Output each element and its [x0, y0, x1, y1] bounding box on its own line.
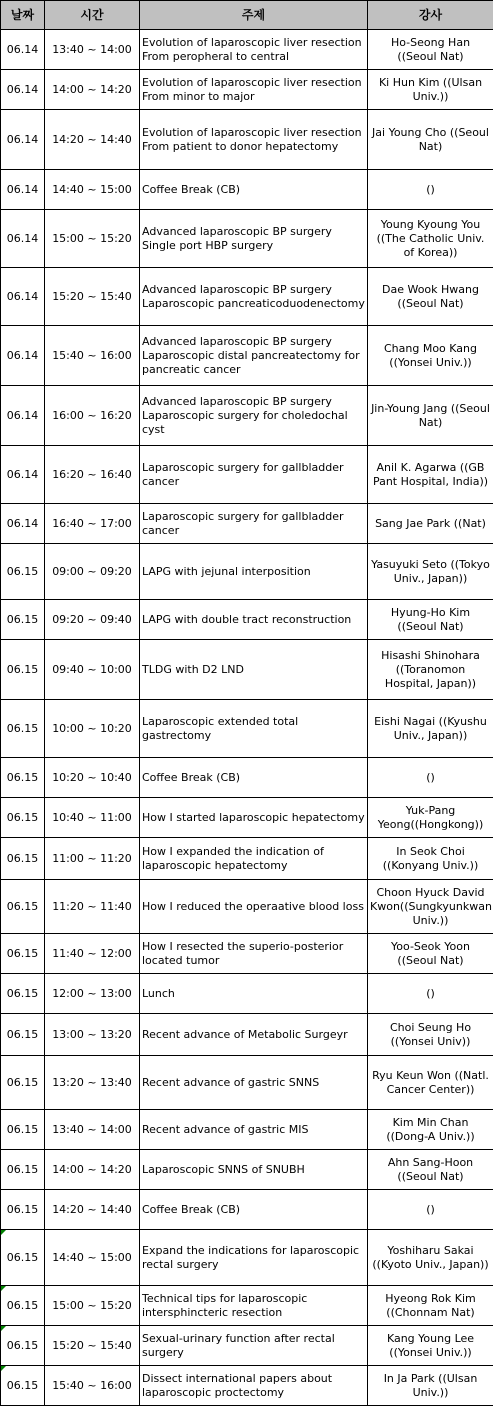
topic-cell-text: Evolution of laparoscopic liver resection From peropheral to central: [142, 36, 362, 63]
topic-cell: [140, 700, 368, 758]
time-cell: [45, 30, 140, 70]
speaker-cell: [368, 268, 493, 326]
date-cell: [1, 700, 45, 758]
topic-cell-text: Evolution of laparoscopic liver resection From minor to major: [142, 76, 362, 103]
time-cell: [45, 326, 140, 386]
speaker-cell: [368, 1110, 493, 1150]
speaker-cell-text: Yoshiharu Sakai ((Kyoto Univ., Japan)): [372, 1244, 488, 1271]
time-cell-text: 14:00 ~ 14:20: [52, 1163, 132, 1176]
topic-cell: [140, 640, 368, 700]
topic-cell-text: Coffee Break (CB): [142, 771, 240, 784]
speaker-cell: [368, 700, 493, 758]
date-cell-text: 06.14: [7, 409, 39, 422]
table-row: [1, 700, 493, 758]
date-cell: [1, 640, 45, 700]
date-cell-text: 06.14: [7, 232, 39, 245]
date-cell: [1, 1150, 45, 1190]
date-cell-text: 06.14: [7, 517, 39, 530]
date-cell-text: 06.15: [7, 771, 39, 784]
topic-cell: [140, 326, 368, 386]
topic-cell-text: TLDG with D2 LND: [142, 663, 244, 676]
time-cell: [45, 268, 140, 326]
table-row: [1, 170, 493, 210]
date-cell-text: 06.14: [7, 349, 39, 362]
topic-cell-text: Lunch: [142, 987, 175, 1000]
table-row: [1, 758, 493, 798]
header-time: 시간: [45, 1, 140, 30]
table-row: [1, 544, 493, 600]
time-cell-text: 14:20 ~ 14:40: [52, 1203, 132, 1216]
time-cell-text: 13:40 ~ 14:00: [52, 43, 132, 56]
topic-cell-text: Advanced laparoscopic BP surgery Single port HBP surgery: [142, 225, 332, 252]
date-cell-text: 06.15: [7, 722, 39, 735]
table-row: [1, 386, 493, 446]
date-cell-text: 06.15: [7, 1028, 39, 1041]
date-cell: [1, 1014, 45, 1056]
date-cell-text: 06.15: [7, 1379, 39, 1392]
topic-cell-text: Coffee Break (CB): [142, 1203, 240, 1216]
topic-cell-text: How I started laparoscopic hepatectomy: [142, 811, 365, 824]
date-cell: [1, 268, 45, 326]
speaker-cell: [368, 386, 493, 446]
speaker-cell-text: Yoo-Seok Yoon ((Seoul Nat): [391, 940, 470, 967]
date-cell-text: 06.14: [7, 183, 39, 196]
table-row: [1, 1326, 493, 1366]
speaker-cell-text: Jin-Young Jang ((Seoul Nat): [371, 402, 490, 429]
topic-cell: [140, 504, 368, 544]
speaker-cell: [368, 1056, 493, 1110]
topic-cell: [140, 1056, 368, 1110]
topic-cell: [140, 1190, 368, 1230]
date-cell: [1, 1366, 45, 1406]
date-cell: [1, 110, 45, 170]
speaker-cell: [368, 1150, 493, 1190]
date-cell-text: 06.15: [7, 1123, 39, 1136]
speaker-cell-text: Yuk-Pang Yeong((Hongkong)): [378, 804, 484, 831]
topic-cell-text: Expand the indications for laparoscopic rectal surgery: [142, 1244, 359, 1271]
topic-cell-text: Laparoscopic extended total gastrectomy: [142, 715, 298, 742]
topic-cell: [140, 758, 368, 798]
speaker-cell-text: Yasuyuki Seto ((Tokyo Univ., Japan)): [371, 558, 490, 585]
speaker-cell: [368, 838, 493, 880]
time-cell-text: 14:20 ~ 14:40: [52, 133, 132, 146]
date-cell-text: 06.15: [7, 852, 39, 865]
speaker-cell: [368, 110, 493, 170]
topic-cell-text: Sexual-urinary function after rectal surgery: [142, 1332, 335, 1359]
time-cell: [45, 170, 140, 210]
topic-cell-text: Evolution of laparoscopic liver resection From patient to donor hepatectomy: [142, 126, 362, 153]
time-cell: [45, 700, 140, 758]
table-row: [1, 1150, 493, 1190]
header-topic: 주제: [140, 1, 368, 30]
speaker-cell: [368, 446, 493, 504]
cell-comment-marker: [1, 1326, 6, 1331]
speaker-cell: [368, 880, 493, 934]
speaker-cell: [368, 1014, 493, 1056]
speaker-cell: [368, 600, 493, 640]
time-cell: [45, 1110, 140, 1150]
date-cell-text: 06.14: [7, 83, 39, 96]
time-cell: [45, 1014, 140, 1056]
time-cell-text: 09:00 ~ 09:20: [52, 565, 132, 578]
topic-cell: [140, 70, 368, 110]
time-cell-text: 14:40 ~ 15:00: [52, 183, 132, 196]
date-cell: [1, 798, 45, 838]
topic-cell-text: How I resected the superio-posterior located tumor: [142, 940, 343, 967]
topic-cell: [140, 798, 368, 838]
time-cell-text: 12:00 ~ 13:00: [52, 987, 132, 1000]
speaker-cell: [368, 544, 493, 600]
time-cell-text: 13:00 ~ 13:20: [52, 1028, 132, 1041]
topic-cell-text: Dissect international papers about laparoscopic proctectomy: [142, 1372, 332, 1399]
topic-cell-text: Laparoscopic surgery for gallbladder cancer: [142, 461, 344, 488]
speaker-cell-text: (): [426, 183, 435, 196]
speaker-cell: [368, 798, 493, 838]
time-cell: [45, 446, 140, 504]
topic-cell: [140, 30, 368, 70]
header-speaker: 강사: [368, 1, 493, 30]
date-cell: [1, 210, 45, 268]
header-row: [1, 1, 493, 30]
speaker-cell: [368, 1286, 493, 1326]
time-cell: [45, 974, 140, 1014]
topic-cell-text: Laparoscopic SNNS of SNUBH: [142, 1163, 305, 1176]
date-cell-text: 06.15: [7, 1203, 39, 1216]
speaker-cell: [368, 70, 493, 110]
time-cell-text: 14:40 ~ 15:00: [52, 1251, 132, 1264]
topic-cell-text: Recent advance of gastric SNNS: [142, 1076, 319, 1089]
time-cell: [45, 798, 140, 838]
date-cell-text: 06.14: [7, 133, 39, 146]
date-cell: [1, 1326, 45, 1366]
time-cell: [45, 758, 140, 798]
time-cell-text: 11:40 ~ 12:00: [52, 947, 132, 960]
time-cell: [45, 544, 140, 600]
table-row: [1, 1190, 493, 1230]
speaker-cell-text: Ki Hun Kim ((Ulsan Univ.)): [379, 76, 482, 103]
time-cell-text: 09:40 ~ 10:00: [52, 663, 132, 676]
topic-cell: [140, 446, 368, 504]
time-cell: [45, 934, 140, 974]
date-cell: [1, 1230, 45, 1286]
speaker-cell-text: Anil K. Agarwa ((GB Pant Hospital, India)): [373, 461, 488, 488]
table-row: [1, 210, 493, 268]
topic-cell: [140, 1230, 368, 1286]
table-row: [1, 70, 493, 110]
date-cell-text: 06.15: [7, 1251, 39, 1264]
table-row: [1, 504, 493, 544]
time-cell-text: 13:20 ~ 13:40: [52, 1076, 132, 1089]
topic-cell: [140, 600, 368, 640]
date-cell-text: 06.14: [7, 43, 39, 56]
time-cell-text: 16:00 ~ 16:20: [52, 409, 132, 422]
speaker-cell: [368, 934, 493, 974]
time-cell: [45, 1326, 140, 1366]
table-row: [1, 798, 493, 838]
speaker-cell-text: Jai Young Cho ((Seoul Nat): [372, 126, 489, 153]
date-cell: [1, 544, 45, 600]
date-cell: [1, 1190, 45, 1230]
topic-cell: [140, 1326, 368, 1366]
speaker-cell: [368, 504, 493, 544]
speaker-cell: [368, 1230, 493, 1286]
date-cell-text: 06.15: [7, 1076, 39, 1089]
date-cell-text: 06.15: [7, 1299, 39, 1312]
time-cell-text: 16:20 ~ 16:40: [52, 468, 132, 481]
topic-cell-text: LAPG with jejunal interposition: [142, 565, 311, 578]
topic-cell: [140, 1110, 368, 1150]
speaker-cell-text: Chang Moo Kang ((Yonsei Univ.)): [384, 342, 477, 369]
speaker-cell: [368, 1326, 493, 1366]
time-cell-text: 11:20 ~ 11:40: [52, 900, 132, 913]
time-cell: [45, 640, 140, 700]
date-cell-text: 06.15: [7, 811, 39, 824]
time-cell: [45, 1230, 140, 1286]
date-cell-text: 06.14: [7, 290, 39, 303]
time-cell: [45, 838, 140, 880]
speaker-cell-text: Sang Jae Park ((Nat): [375, 517, 486, 530]
date-cell-text: 06.15: [7, 613, 39, 626]
schedule-body: [1, 30, 493, 1406]
table-row: [1, 268, 493, 326]
table-row: [1, 934, 493, 974]
topic-cell: [140, 544, 368, 600]
time-cell-text: 09:20 ~ 09:40: [52, 613, 132, 626]
topic-cell: [140, 210, 368, 268]
speaker-cell-text: Eishi Nagai ((Kyushu Univ., Japan)): [374, 715, 487, 742]
time-cell: [45, 1190, 140, 1230]
topic-cell: [140, 1014, 368, 1056]
date-cell-text: 06.15: [7, 947, 39, 960]
topic-cell-text: Advanced laparoscopic BP surgery Laparoscopic surgery for choledochal cyst: [142, 395, 348, 436]
speaker-cell-text: In Seok Choi ((Konyang Univ.)): [383, 845, 478, 872]
topic-cell-text: Laparoscopic surgery for gallbladder cancer: [142, 510, 344, 537]
date-cell: [1, 326, 45, 386]
topic-cell: [140, 838, 368, 880]
table-row: [1, 1230, 493, 1286]
topic-cell: [140, 1366, 368, 1406]
table-row: [1, 1286, 493, 1326]
topic-cell: [140, 268, 368, 326]
time-cell-text: 15:20 ~ 15:40: [52, 1339, 132, 1352]
speaker-cell-text: (): [426, 987, 435, 1000]
date-cell: [1, 446, 45, 504]
date-cell: [1, 30, 45, 70]
topic-cell-text: LAPG with double tract reconstruction: [142, 613, 351, 626]
date-cell: [1, 838, 45, 880]
date-cell: [1, 386, 45, 446]
topic-cell-text: Recent advance of Metabolic Surgeyr: [142, 1028, 348, 1041]
time-cell-text: 10:00 ~ 10:20: [52, 722, 132, 735]
table-row: [1, 1366, 493, 1406]
table-row: [1, 1014, 493, 1056]
time-cell: [45, 504, 140, 544]
date-cell-text: 06.15: [7, 1339, 39, 1352]
speaker-cell-text: Young Kyoung You ((The Catholic Univ. of Korea)): [377, 218, 485, 259]
cell-comment-marker: [1, 1286, 6, 1291]
time-cell-text: 15:20 ~ 15:40: [52, 290, 132, 303]
date-cell-text: 06.15: [7, 987, 39, 1000]
date-cell-text: 06.15: [7, 565, 39, 578]
speaker-cell: [368, 210, 493, 268]
date-cell: [1, 1286, 45, 1326]
topic-cell-text: How I reduced the operaative blood loss: [142, 900, 364, 913]
table-row: [1, 30, 493, 70]
time-cell: [45, 1366, 140, 1406]
topic-cell: [140, 934, 368, 974]
time-cell: [45, 70, 140, 110]
speaker-cell-text: Ahn Sang-Hoon ((Seoul Nat): [388, 1156, 473, 1183]
speaker-cell: [368, 30, 493, 70]
time-cell-text: 10:40 ~ 11:00: [52, 811, 132, 824]
table-row: [1, 880, 493, 934]
speaker-cell-text: Kim Min Chan ((Dong-A Univ.)): [386, 1116, 474, 1143]
speaker-cell: [368, 170, 493, 210]
speaker-cell-text: Ryu Keun Won ((Natl. Cancer Center)): [372, 1069, 489, 1096]
time-cell: [45, 386, 140, 446]
table-row: [1, 640, 493, 700]
topic-cell-text: Advanced laparoscopic BP surgery Laparoscopic distal pancreatectomy for pancreatic cancer: [142, 335, 360, 376]
topic-cell-text: Coffee Break (CB): [142, 183, 240, 196]
date-cell-text: 06.15: [7, 1163, 39, 1176]
time-cell-text: 15:40 ~ 16:00: [52, 349, 132, 362]
table-row: [1, 838, 493, 880]
table-row: [1, 974, 493, 1014]
time-cell-text: 15:40 ~ 16:00: [52, 1379, 132, 1392]
date-cell: [1, 934, 45, 974]
date-cell: [1, 70, 45, 110]
time-cell-text: 10:20 ~ 10:40: [52, 771, 132, 784]
table-row: [1, 326, 493, 386]
speaker-cell: [368, 1190, 493, 1230]
speaker-cell-text: Choon Hyuck David Kwon((Sungkyunkwan Univ.)): [370, 886, 492, 927]
speaker-cell-text: (): [426, 1203, 435, 1216]
topic-cell: [140, 1150, 368, 1190]
speaker-cell-text: Hyeong Rok Kim ((Chonnam Nat): [385, 1292, 475, 1319]
topic-cell: [140, 974, 368, 1014]
speaker-cell: [368, 640, 493, 700]
date-cell-text: 06.14: [7, 468, 39, 481]
date-cell: [1, 1056, 45, 1110]
table-row: [1, 446, 493, 504]
time-cell: [45, 880, 140, 934]
speaker-cell-text: Hyung-Ho Kim ((Seoul Nat): [391, 606, 470, 633]
date-cell: [1, 170, 45, 210]
speaker-cell: [368, 974, 493, 1014]
date-cell-text: 06.15: [7, 663, 39, 676]
speaker-cell-text: In Ja Park ((Ulsan Univ.)): [384, 1372, 478, 1399]
speaker-cell: [368, 758, 493, 798]
time-cell-text: 13:40 ~ 14:00: [52, 1123, 132, 1136]
speaker-cell-text: Ho-Seong Han ((Seoul Nat): [391, 36, 470, 63]
topic-cell-text: Technical tips for laparoscopic intersphincteric resection: [142, 1292, 307, 1319]
topic-cell-text: Advanced laparoscopic BP surgery Laparoscopic pancreaticoduodenectomy: [142, 283, 365, 310]
speaker-cell: [368, 1366, 493, 1406]
topic-cell-text: How I expanded the indication of laparoscopic hepatectomy: [142, 845, 324, 872]
topic-cell: [140, 1286, 368, 1326]
topic-cell-text: Recent advance of gastric MIS: [142, 1123, 308, 1136]
time-cell-text: 11:00 ~ 11:20: [52, 852, 132, 865]
time-cell-text: 16:40 ~ 17:00: [52, 517, 132, 530]
date-cell: [1, 974, 45, 1014]
speaker-cell-text: Choi Seung Ho ((Yonsei Univ)): [390, 1021, 471, 1048]
time-cell: [45, 210, 140, 268]
table-row: [1, 1110, 493, 1150]
time-cell-text: 15:00 ~ 15:20: [52, 232, 132, 245]
date-cell: [1, 758, 45, 798]
time-cell: [45, 110, 140, 170]
speaker-cell-text: (): [426, 771, 435, 784]
header-date: 날짜: [1, 1, 45, 30]
table-row: [1, 110, 493, 170]
topic-cell: [140, 880, 368, 934]
table-row: [1, 600, 493, 640]
date-cell: [1, 1110, 45, 1150]
date-cell: [1, 880, 45, 934]
date-cell-text: 06.15: [7, 900, 39, 913]
time-cell-text: 14:00 ~ 14:20: [52, 83, 132, 96]
speaker-cell-text: Kang Young Lee ((Yonsei Univ.)): [387, 1332, 474, 1359]
time-cell: [45, 600, 140, 640]
time-cell: [45, 1150, 140, 1190]
cell-comment-marker: [1, 1230, 6, 1235]
topic-cell: [140, 110, 368, 170]
table-row: [1, 1056, 493, 1110]
speaker-cell-text: Hisashi Shinohara ((Toranomon Hospital, Japan)): [381, 649, 480, 690]
date-cell: [1, 504, 45, 544]
time-cell-text: 15:00 ~ 15:20: [52, 1299, 132, 1312]
time-cell: [45, 1286, 140, 1326]
speaker-cell-text: Dae Wook Hwang ((Seoul Nat): [382, 283, 479, 310]
topic-cell: [140, 170, 368, 210]
cell-comment-marker: [1, 1366, 6, 1371]
date-cell: [1, 600, 45, 640]
topic-cell: [140, 386, 368, 446]
time-cell: [45, 1056, 140, 1110]
speaker-cell: [368, 326, 493, 386]
